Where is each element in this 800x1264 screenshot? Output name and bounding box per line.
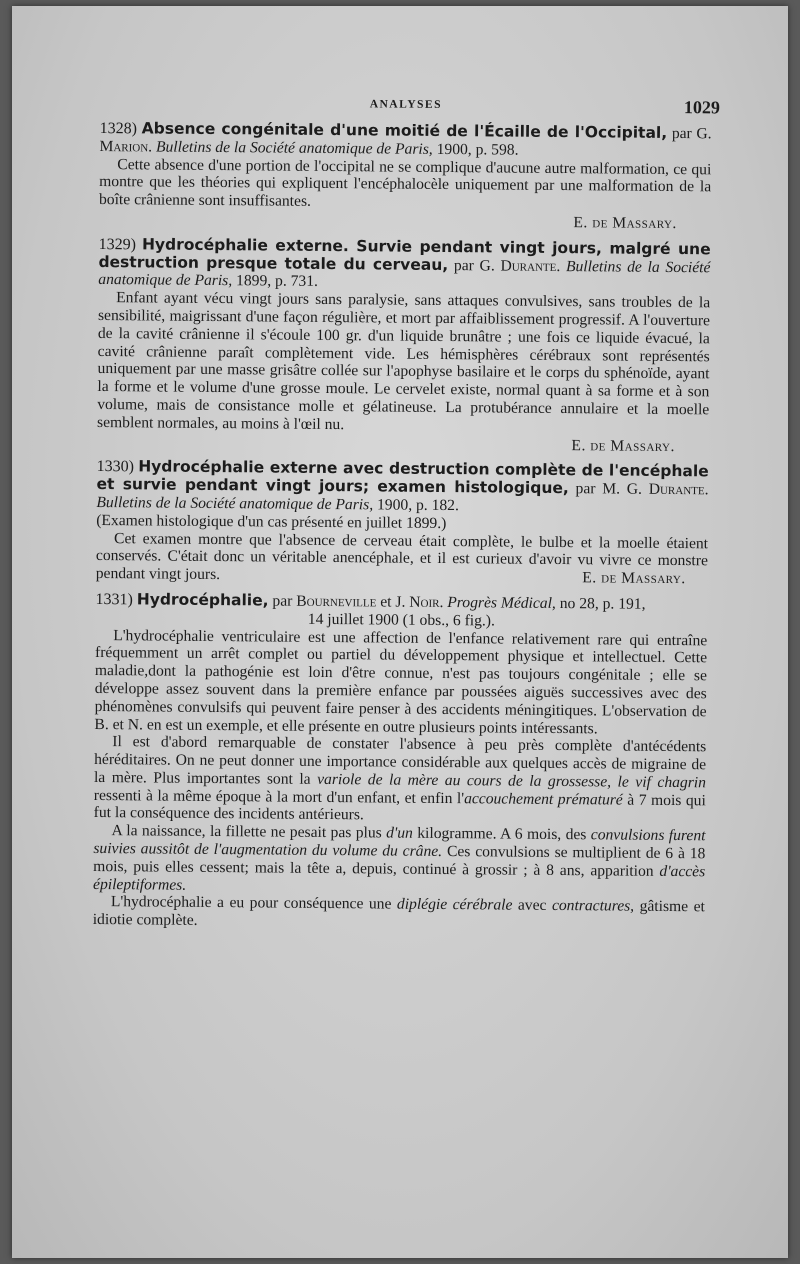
entry-ref-date: 14 juillet 1900 (1 obs., 6 fig.). <box>307 610 496 630</box>
entry-paragraph: Cet examen montre que l'absence de cerveau était complète, le bulbe et la moelle étaient conservés. C'était donc un véritable anencéphale, et il est curieux d'avoir vu vivre ce monstre pendant vingt jours. E. de Massary. <box>95 529 709 588</box>
entry-ref: 1899, p. 731. <box>236 272 319 291</box>
entry-number: 1328) <box>99 119 138 138</box>
body-paragraph-2: Il est d'abord remarquable de constater l'absence à peu près complète d'antécédents héréditaires. On ne peut donner une importance considérable aux quelques accès de migraine de la mère. Plus importantes sont la variole de la mère au cours de la grossesse, le vif chagrin ressenti à la même époque à la mort d'un enfant, et enfin l'accouchement prématuré à 7 mois qui fut la conséquence des incidents antérieurs. <box>93 733 707 824</box>
entry-title: Hydrocéphalie externe avec destruction complète de l'encéphale et survie pendant vingt jours; examen histologique, <box>96 457 709 498</box>
body-paragraph-1: L'hydrocéphalie ventriculaire est une affection de l'enfance relativement rare qui entraîne fréquemment un arrêt complet ou partiel du développement physique et intellectuel. Cette maladie,dont la pathogénie est loin d'être connue, n'est pas toujours congénitale ; elle se développe assez souvent dans la première enfance par poussées aiguës successives avec des phénomènes convulsifs qui peuvent faire penser à des accidents méningitiques. L'observation de B. et N. en est un exemple, et elle présente en outre plusieurs points intéressants. <box>94 626 708 737</box>
entry-ref: 1900, p. 598. <box>436 140 519 159</box>
entry-source: Bulletins de la Société anatomique de Paris, <box>96 493 374 514</box>
entry-author: Durante <box>648 480 705 499</box>
entry-source: Bulletins de la Société anatomique de Paris, <box>155 138 433 158</box>
entry-source: Bulletins de la Société anatomique de Paris, <box>98 257 711 290</box>
entry-author: Bourneville <box>296 592 377 611</box>
entry-number: 1329) <box>98 235 137 254</box>
entry-title: Absence congénitale d'une moitié de l'Écaille de l'Occipital, <box>141 119 668 142</box>
entry-signature: E. de Massary. <box>571 436 675 455</box>
entry-heading: 1328) Absence congénitale d'une moitié de l'Écaille de l'Occipital, par G. Marion. Bulletins de la Société anatomique de Paris, 1900, p. 598. <box>99 119 712 159</box>
entry-signature: E. de Massary. <box>573 214 677 233</box>
entry-by: par M. G. <box>575 480 643 498</box>
entry-paragraph: (Examen histologique d'un cas présenté en juillet 1899.) <box>96 511 447 532</box>
entry-and: et J. <box>380 593 406 611</box>
running-head <box>100 90 720 118</box>
entry-title: Hydrocéphalie, <box>136 590 269 610</box>
entry-1328 <box>99 120 712 233</box>
entry-ref: 1900, p. 182. <box>376 496 459 515</box>
entry-author: Durante <box>500 257 557 275</box>
entry-1329 <box>97 236 711 456</box>
body-paragraph-4: L'hydrocéphalie a eu pour conséquence une diplégie cérébrale avec contractures, gâtisme et idiotie complète. <box>92 893 705 930</box>
entry-heading: 1329) Hydrocéphalie externe. Survie pendant vingt jours, malgré une destruction presque totale du cerveau, par G. Durante. Bulletins de la Société anatomique de Paris, 1899, p. 731. <box>98 235 711 291</box>
entry-by: par G. <box>453 256 495 275</box>
entry-source: Progrès Médical, <box>447 593 556 612</box>
entry-paragraph: Cette absence d'une portion de l'occipital ne se complique d'aucune autre malformation, ce qui montre que les théories qui expliquent l'encéphalocèle uniquement par une malformation de la boîte crânienne sont insuffisantes. <box>98 155 712 211</box>
entry-by: par G. <box>671 124 712 143</box>
entry-1331 <box>93 591 708 934</box>
body-paragraph-3: A la naissance, la fillette ne pesait pas plus d'un kilogramme. A 6 mois, des convulsions furent suivies aussitôt de l'augmentation du volume du crâne. Ces convulsions se multiplient de 6 à 18 mois, puis elles cessent; mais la tête a, depuis, continué à grossir ; à 8 ans, apparition d'accès épileptiformes. <box>92 822 706 894</box>
running-title: ANALYSES <box>369 98 443 111</box>
entry-title: Hydrocéphalie externe. Survie pendant vingt jours, malgré une destruction presque totale du cerveau, <box>98 235 711 274</box>
page-content <box>92 90 720 934</box>
entry-signature: E. de Massary. <box>582 569 686 588</box>
entry-author-2: Noir <box>409 593 440 611</box>
entry-author: Marion <box>99 137 149 156</box>
scanned-page <box>12 6 788 1258</box>
entry-paragraph: Enfant ayant vécu vingt jours sans paralysie, sans attaques convulsives, sans troubles de la sensibilité, maigrissant d'une façon régulière, et mort par affaiblissement progressif. A l'ouverture de la cavité crânienne il s'écoule 100 gr. d'un liquide brunâtre ; une fois ce liquide évacué, la cavité crânienne paraît complètement vide. Les hémisphères cérébraux sont représentés uniquement par une masse grisâtre collée sur l'apophyse basilaire et le corps du sphénoïde, ayant la forme et le volume d'une grosse moule. Le cervelet existe, normal quant à sa forme et à son volume, mais de consistance molle et gélatineuse. La protubérance annulaire et la moelle semblent normales, au moins à l'œil nu. <box>97 289 711 433</box>
page-number: 1029 <box>683 97 720 118</box>
entry-heading: 1331) Hydrocéphalie, par Bourneville et J. Noir. Progrès Médical, no 28, p. 191, <box>95 590 646 613</box>
entry-1330 <box>96 458 709 588</box>
entry-ref: no 28, p. 191, <box>559 594 646 613</box>
entry-number: 1330) <box>96 458 135 476</box>
entry-heading: 1330) Hydrocéphalie externe avec destruction complète de l'encéphale et survie pendant vingt jours; examen histologique, par M. G. Durante. Bulletins de la Société anatomique de Paris, 1900, p. 182. <box>96 457 709 515</box>
entry-number: 1331) <box>95 590 133 609</box>
entry-by: par <box>272 592 293 610</box>
